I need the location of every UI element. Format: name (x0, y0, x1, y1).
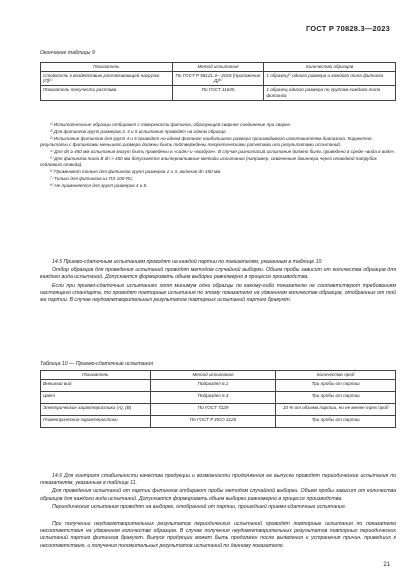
table-row (41, 391, 396, 403)
table-cell: По ГОСТ Р 58121.3—2018 (приложение Д)⁸⁾ (172, 71, 264, 85)
footnote: ⁶⁾ Применяют только для фитингов групп размеров 2 и 3, включая dn 450 мм. (50, 169, 222, 175)
footnote: ⁸⁾ Не применяется для групп размеров 4 и 5. (50, 183, 148, 189)
table-continuation-label: Окончание таблицы 9 (40, 50, 95, 56)
table-row (41, 379, 396, 391)
column-header: Количество образцов (264, 63, 396, 72)
table-9 (40, 62, 396, 101)
table-row (41, 415, 396, 427)
footnote: ⁷⁾ Только для фитингов из ПЭ 100-RC. (50, 176, 134, 182)
footnote: ⁴⁾ Для dn ≥ 450 мм испытания могут быть проведены в «сидя» и «воздухе». В случае разногласий испытание должно быть проведено в среде «вода в воде». (50, 149, 396, 155)
table-cell: Три пробы от партии (276, 391, 396, 403)
table-cell: Геометрические характеристики (41, 415, 151, 427)
table-header-row (41, 63, 396, 72)
table-cell: Стойкость к воздействию растягивающей нагрузки (Л)⁶⁾ (41, 71, 173, 85)
paragraph: При получении неудовлетворительных результатов периодических испытаний проводят повторные испытания по показателю несоответствия на удвоенном количестве образцов. В случае получения неудовлетворительных результатов повторных периодических испытаний партию фитингов бракуют. Выпуск продукции может быть продолжен после выявления и устранения причин, приведших к несоответствию, и получения положительных результатов испытаний по данному показателю. (40, 521, 396, 549)
paragraph: 14.6 Для контроля стабильности качества продукции и возможности продолжения ее выпуска проводят периодические испытания по показателям, указанным в таблице 11. (40, 473, 396, 487)
column-header: Количество проб (276, 371, 396, 380)
footnote: ⁵⁾ Для фитингов типа В dn > 450 мм допускается альтернативные методы испытания (например, охваченные джиннера через отводной патрубок седлового отвода). (40, 156, 377, 168)
section-14-6 (40, 473, 396, 512)
table-cell: По ГОСТ 7229 (150, 403, 276, 415)
table-cell: Три пробы от партии (276, 415, 396, 427)
table-cell: Цвет (41, 391, 151, 403)
paragraph: 14.5 Приемо-сдаточным испытаниям проводят на каждой партии по показателям, указанным в таблице 10. (52, 259, 323, 265)
footnote: ¹⁾ Испытательные образцы отбирают с поверхности фитинга, образующей сварное соединение при сварке. (50, 122, 292, 127)
table-cell: Подраздел 6.1 (150, 379, 276, 391)
table-10 (40, 370, 396, 428)
table-cell: Электрические характеристики (А), (В) (41, 403, 151, 415)
column-header: Метод испытания (150, 371, 276, 380)
table-cell: Показатель текучести расплава (41, 86, 173, 100)
table-cell: По ГОСТ 11645 (172, 86, 264, 100)
column-header: Показатель (41, 63, 173, 72)
section-14-5 (40, 259, 396, 305)
column-header: Метод испытания (172, 63, 264, 72)
table-cell: По ГОСТ Р ИСО 3126 (150, 415, 276, 427)
table-cell: Внешний вид (41, 379, 151, 391)
column-header: Показатель (41, 371, 151, 380)
table-row (41, 71, 396, 85)
table-notes (40, 122, 396, 190)
paragraph: Отбор образцов для проведения испытаний проводят методом случайной выборки. Объем пробы зависит от количества образцов для каждого вида испытаний. Допускается формировать объем выборки равномерно в процессе производства. (40, 267, 396, 281)
paragraph: Если при приемо-сдаточных испытаниях хотя минимум одни образцы по какому-либо показателю не соответствуют требованиям настоящего стандарта, то проводят повторные испытания по этому показателю на удвоенном количестве образцов, отобранных от той же партии. В случае неудовлетворительных результатов повторных испытаний партию бракуют. (40, 282, 396, 303)
table-cell: 1 образец⁹⁾ одного размера и каждого типа фитинга (264, 71, 396, 85)
section-periodic-failure (40, 521, 396, 551)
table-10-title: Таблица 10 — Приемо-сдаточные испытания (40, 361, 154, 367)
table-cell: 10 % от объема партии, но не менее трех проб (276, 403, 396, 415)
table-row (41, 86, 396, 100)
table-cell: 1 образец одного размера по группам каждого типа фитинга (264, 86, 396, 100)
footnote: ²⁾ Для фитингов групп размеров 3, 4 и 5 испытания проводят на одном образце. (50, 128, 227, 134)
table-header-row (41, 371, 396, 380)
footnote: ³⁾ Испытания фитингов для групп 4 и 5 проводят на одном фитинге наибольшего размера производимого изготовителем диапазона. Корректно результаты с фитингами меньшего размера должны быть подтверждены теоретическими расчетами или результатами испытаний. (40, 135, 372, 148)
paragraph: Для проведения испытаний от партии фитингов отбирают пробы методом случайной выборки. Объем пробы зависит от количества образцов для каждого вида испытаний. Допускается формировать объем выборки равномерно в процессе производства. (40, 488, 396, 502)
paragraph: Периодические испытания проводят на выборке, отобранной от партии, прошедшей приемо-сдаточные испытания. (52, 503, 347, 510)
table-cell: Подраздел 6.3 (150, 391, 276, 403)
table-row (41, 403, 396, 415)
standard-header: ГОСТ Р 70828.3—2023 (305, 24, 390, 33)
page-number: 21 (383, 562, 390, 568)
table-cell: Три пробы от партии (276, 379, 396, 391)
